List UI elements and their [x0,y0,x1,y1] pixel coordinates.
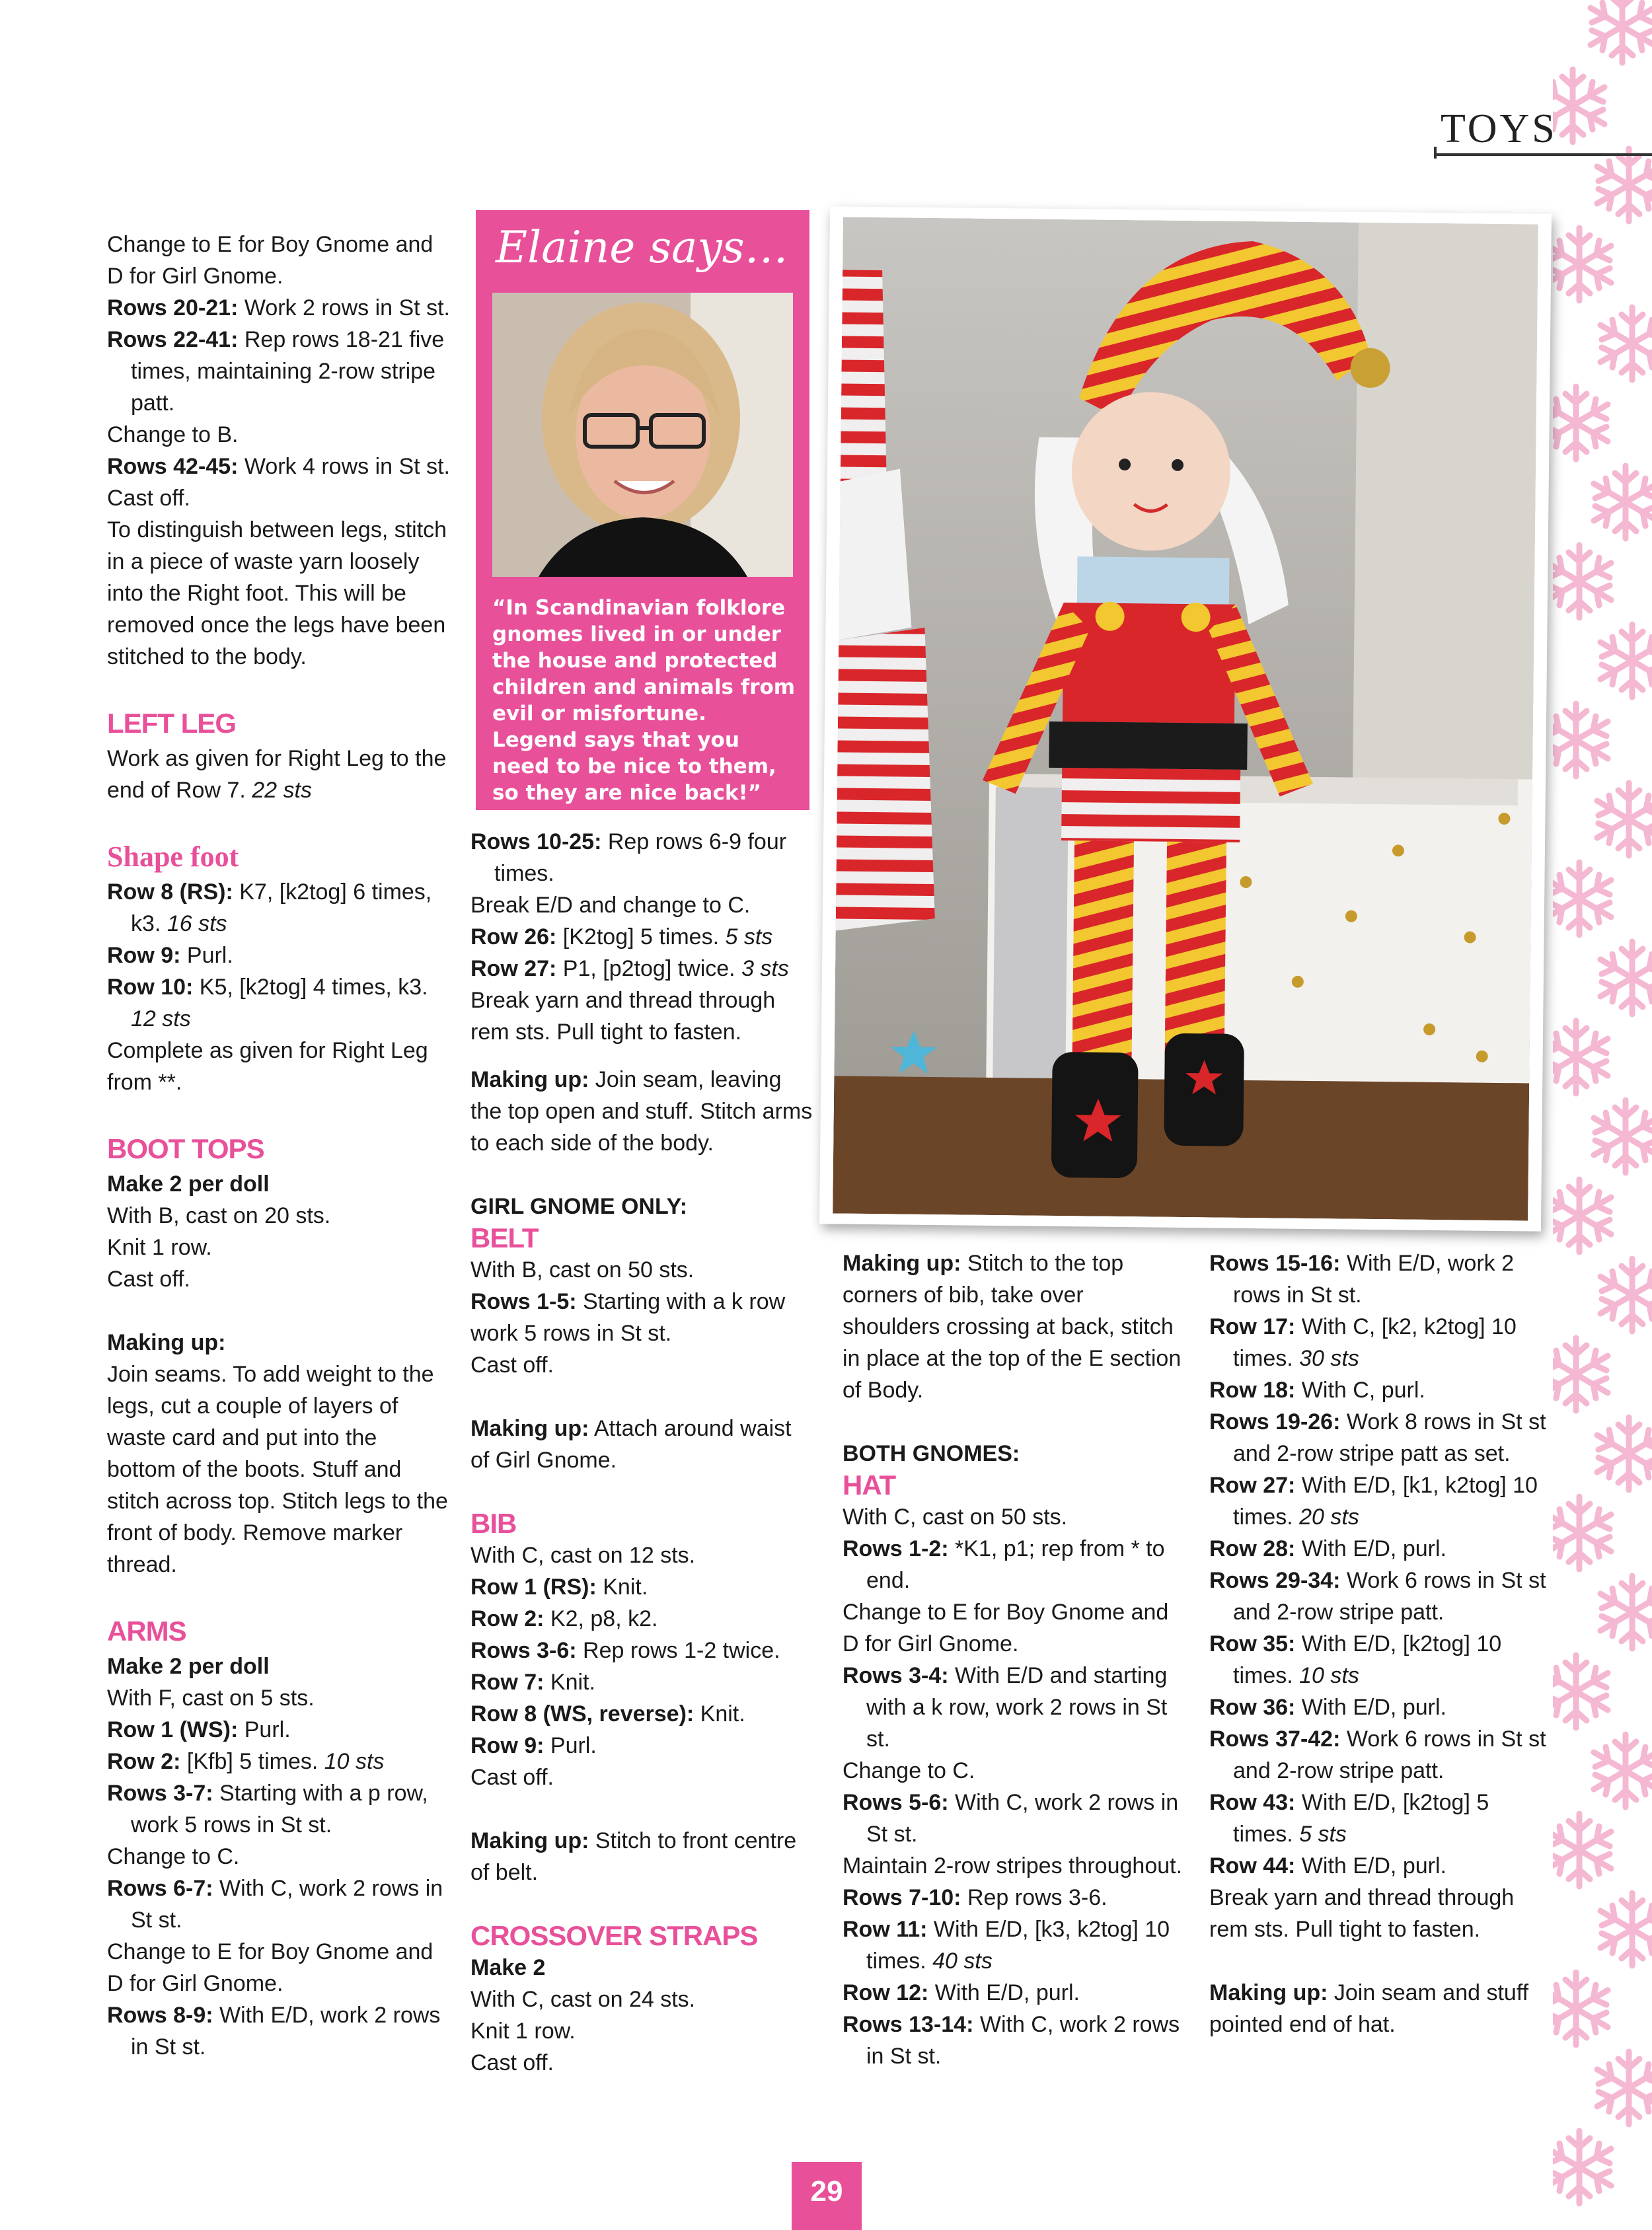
section-title: TOYS [1441,106,1558,151]
heading-bib: BIB [470,1508,517,1539]
snowflake-pattern-icon [1553,0,1652,2230]
subheading: GIRL GNOME ONLY: [470,1194,688,1219]
pattern-row: Rows 15-16: With E/D, work 2 rows in St st. [1209,1251,1515,1308]
pattern-row: Rows 19-26: Work 8 rows in St st and 2-row stripe patt as set. [1209,1409,1546,1466]
pattern-row: Rows 13-14: With C, work 2 rows in St st. [843,2012,1180,2069]
heading-crossover-straps: CROSSOVER STRAPS [470,1920,758,1951]
pattern-row: Rows 5-6: With C, work 2 rows in St st. [843,1790,1179,1847]
paragraph: Making up: Join seam, leaving the top open and stuff. Stitch arms to each side of the body. [470,1067,813,1156]
pattern-row: Row 11: With E/D, [k3, k2tog] 10 times. 40 sts [843,1917,1170,1974]
gnome-photo-frame [819,206,1552,1231]
knitted-gnome-photo-icon [833,217,1538,1221]
paragraph: To distinguish between legs, stitch in a piece of waste yarn loosely into the Right foot. This will be removed once the legs have been stitched to the body. [107,517,447,669]
paragraph: Work as given for Right Leg to the end of Row 7. 22 sts [107,746,447,803]
paragraph: Change to E for Boy Gnome and D for Girl Gnome. [843,1600,1169,1656]
pattern-row: Row 8 (RS): K7, [k2tog] 6 times, k3. 16 sts [107,879,432,936]
pattern-row: Rows 1-2: *K1, p1; rep from * to end. [843,1536,1165,1593]
pattern-row: Rows 6-7: With C, work 2 rows in St st. [107,1876,443,1933]
pattern-row: Row 1 (RS): Knit. [470,1575,648,1600]
pattern-row: Row 10: K5, [k2tog] 4 times, k3. 12 sts [107,975,428,1031]
section-tick [1434,147,1437,159]
paragraph: Change to B. [107,422,239,447]
paragraph: Making up: Attach around waist of Girl Gnome. [470,1416,792,1473]
pattern-row: Rows 22-41: Rep rows 18-21 five times, maintaining 2-row stripe patt. [107,327,445,416]
pattern-row: Row 27: P1, [p2tog] twice. 3 sts [470,956,789,981]
paragraph: Change to C. [843,1758,975,1783]
sidebar-title: Elaine says… [496,222,788,273]
heading-left-leg: LEFT LEG [107,708,236,739]
pattern-row: Rows 7-10: Rep rows 3-6. [843,1885,1108,1910]
paragraph: Cast off. [470,1765,554,1790]
pattern-row: Row 17: With C, [k2, k2tog] 10 times. 30 sts [1209,1314,1517,1371]
paragraph: Making up: Stitch to front centre of belt. [470,1828,797,1885]
paragraph: With B, cast on 20 sts. [107,1203,331,1228]
paragraph: Complete as given for Right Leg from **. [107,1038,428,1095]
pattern-row: Rows 8-9: With E/D, work 2 rows in St st. [107,2003,441,2060]
pattern-row: Rows 29-34: Work 6 rows in St st and 2-row stripe patt. [1209,1568,1546,1625]
designer-portrait [492,293,793,577]
sidebar-quote: “In Scandinavian folklore gnomes lived in or under the house and protected children and animals from evil or misfortune. Legend says that you need to be nice to them, so they are nice back!” [492,596,796,805]
paragraph: Knit 1 row. [470,2019,576,2044]
paragraph: Rows 1-5: Starting with a k row work 5 rows in St st. [470,1289,786,1346]
subheading: BOTH GNOMES: [843,1441,1020,1466]
paragraph: Maintain 2-row stripes throughout. [843,1853,1183,1878]
pattern-row: Row 35: With E/D, [k2tog] 10 times. 10 sts [1209,1631,1502,1688]
pattern-row: Rows 20-21: Work 2 rows in St st. [107,295,450,320]
pattern-row: Row 2: K2, p8, k2. [470,1606,658,1631]
paragraph: Break E/D and change to C. [470,893,751,918]
paragraph: With C, cast on 50 sts. [843,1505,1068,1530]
column-1 [107,229,451,2063]
paragraph: Break yarn and thread through rem sts. Pull tight to fasten. [1209,1885,1515,1942]
pattern-row: Row 12: With E/D, purl. [843,1980,1080,2005]
page-number: 29 [792,2162,862,2230]
pattern-row: Row 26: [K2tog] 5 times. 5 sts [470,924,773,949]
pattern-row: Row 43: With E/D, [k2tog] 5 times. 5 sts [1209,1790,1489,1847]
paragraph: Making up: Stitch to the top corners of bib, take over shoulders crossing at back, stitch in place at the top of the E section of Body. [843,1251,1182,1403]
heading-shape-foot: Shape foot [107,840,239,873]
paragraph: Change to C. [107,1844,240,1869]
paragraph: Cast off. [470,1353,554,1378]
pattern-row: Rows 3-4: With E/D and starting with a k row, work 2 rows in St st. [843,1663,1168,1752]
paragraph: Cast off. [107,1267,190,1292]
pattern-row: Rows 42-45: Work 4 rows in St st. [107,454,450,479]
pattern-row: Rows 3-7: Starting with a p row, work 5 rows in St st. [107,1781,428,1838]
pattern-row: Row 18: With C, purl. [1209,1378,1425,1403]
paragraph: Cast off. [107,486,190,511]
pattern-row: Row 1 (WS): Purl. [107,1717,291,1742]
paragraph: Change to E for Boy Gnome and D for Girl Gnome. [107,1939,433,1996]
pattern-row: Row 36: With E/D, purl. [1209,1695,1446,1720]
pattern-row: Row 44: With E/D, purl. [1209,1853,1446,1878]
pattern-row: Row 8 (WS, reverse): Knit. [470,1701,745,1727]
making-up-label: Making up: [107,1330,226,1355]
heading-boot-tops: BOOT TOPS [107,1133,264,1164]
pattern-row: Row 9: Purl. [107,943,233,968]
gnome-photo [833,217,1538,1221]
pattern-row: Row 9: Purl. [470,1733,597,1758]
paragraph: Making up: Join seam and stuff pointed end of hat. [1209,1980,1529,2037]
portrait-icon [492,293,793,577]
paragraph: Join seams. To add weight to the legs, cut a couple of layers of waste card and put into the bottom of the boots. Stuff and stitch across top. Stitch legs to the front of body. Remove marker thread. [107,1362,448,1577]
pattern-row: Row 7: Knit. [470,1670,595,1695]
heading-belt: BELT [470,1222,539,1253]
pattern-row: Row 2: [Kfb] 5 times. 10 sts [107,1749,385,1774]
snowflake-border [1553,0,1652,2230]
paragraph: With B, cast on 50 sts. [470,1257,695,1282]
paragraph: With F, cast on 5 sts. [107,1686,315,1711]
elaine-says-box [476,210,809,810]
section-rule [1434,153,1652,156]
pattern-row: Rows 37-42: Work 6 rows in St st and 2-row stripe patt. [1209,1727,1546,1783]
paragraph: Knit 1 row. [107,1235,212,1260]
pattern-row: Rows 10-25: Rep rows 6-9 four times. [470,829,787,886]
heading-hat: HAT [843,1469,896,1501]
paragraph: With C, cast on 24 sts. [470,1987,696,2012]
heading-arms: ARMS [107,1616,186,1647]
pattern-row: Row 27: With E/D, [k1, k2tog] 10 times. 20 sts [1209,1473,1538,1530]
pattern-row: Row 28: With E/D, purl. [1209,1536,1446,1561]
column-4 [1209,1247,1553,2040]
paragraph: Make 2 [470,1955,546,1980]
paragraph: Cast off. [470,2050,554,2075]
column-2 [470,826,814,2079]
paragraph: Change to E for Boy Gnome and D for Girl Gnome. [107,232,433,289]
paragraph: Make 2 per doll [107,1171,270,1197]
paragraph: Make 2 per doll [107,1654,270,1679]
paragraph: With C, cast on 12 sts. [470,1543,696,1568]
paragraph: Break yarn and thread through rem sts. Pull tight to fasten. [470,988,776,1045]
pattern-row: Rows 3-6: Rep rows 1-2 twice. [470,1638,780,1663]
column-3 [843,1247,1186,2072]
